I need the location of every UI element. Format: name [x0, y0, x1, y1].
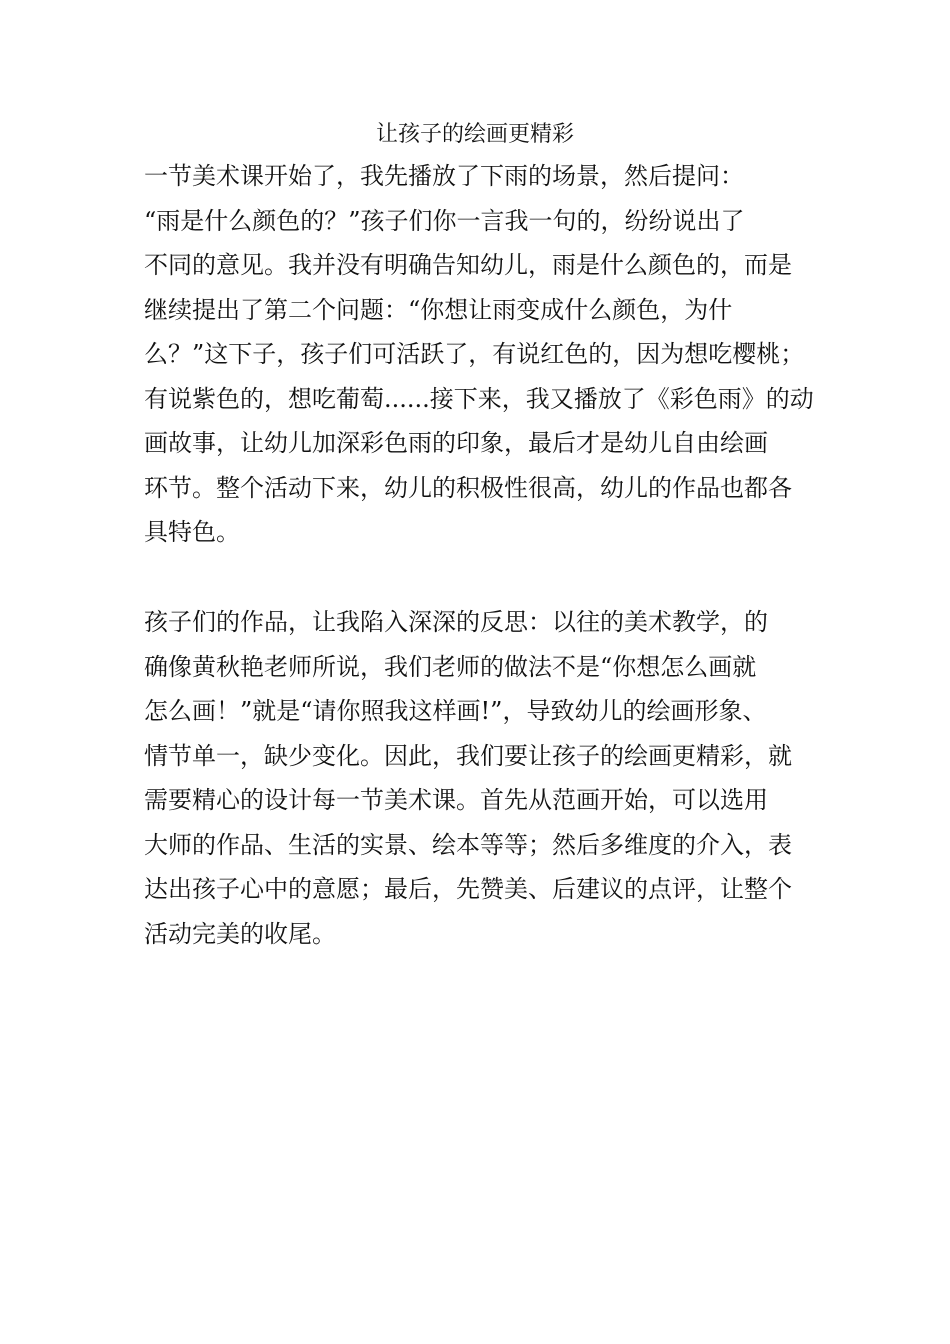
document-title: 让孩子的绘画更精彩	[375, 122, 574, 147]
paragraph-1: 一节美术课开始了，我先播放了下雨的场景，然后提问： “雨是什么颜色的？”孩子们你一言我一句的，纷纷说出了 不同的意见。我并没有明确告知幼儿，雨是什么颜色的，而是 继续提出了第二个问题：“你想让雨变成什么颜色，为什 么？”这下子，孩子们可活跃了，有说红色的，因为想吃樱桃； 有说紫色的，想吃葡萄......接下来，我又播放了《彩色雨》的动 画故事，让幼儿加深彩色雨的印象，最后才是幼儿自由绘画 环节。整个活动下来，幼儿的积极性很高，幼儿的作品也都各 具特色。	[144, 162, 814, 546]
paragraph-2: 孩子们的作品，让我陷入深深的反思：以往的美术教学，的 确像黄秋艳老师所说，我们老师的做法不是“你想怎么画就 怎么画！”就是“请你照我这样画!”，导致幼儿的绘画形象、 情节单一，缺少变化。因此，我们要让孩子的绘画更精彩，就 需要精心的设计每一节美术课。首先从范画开始，可以选用 大师的作品、生活的实景、绘本等等；然后多维度的介入，表 达出孩子心中的意愿；最后，先赞美、后建议的点评，让整个 活动完美的收尾。	[144, 608, 792, 948]
